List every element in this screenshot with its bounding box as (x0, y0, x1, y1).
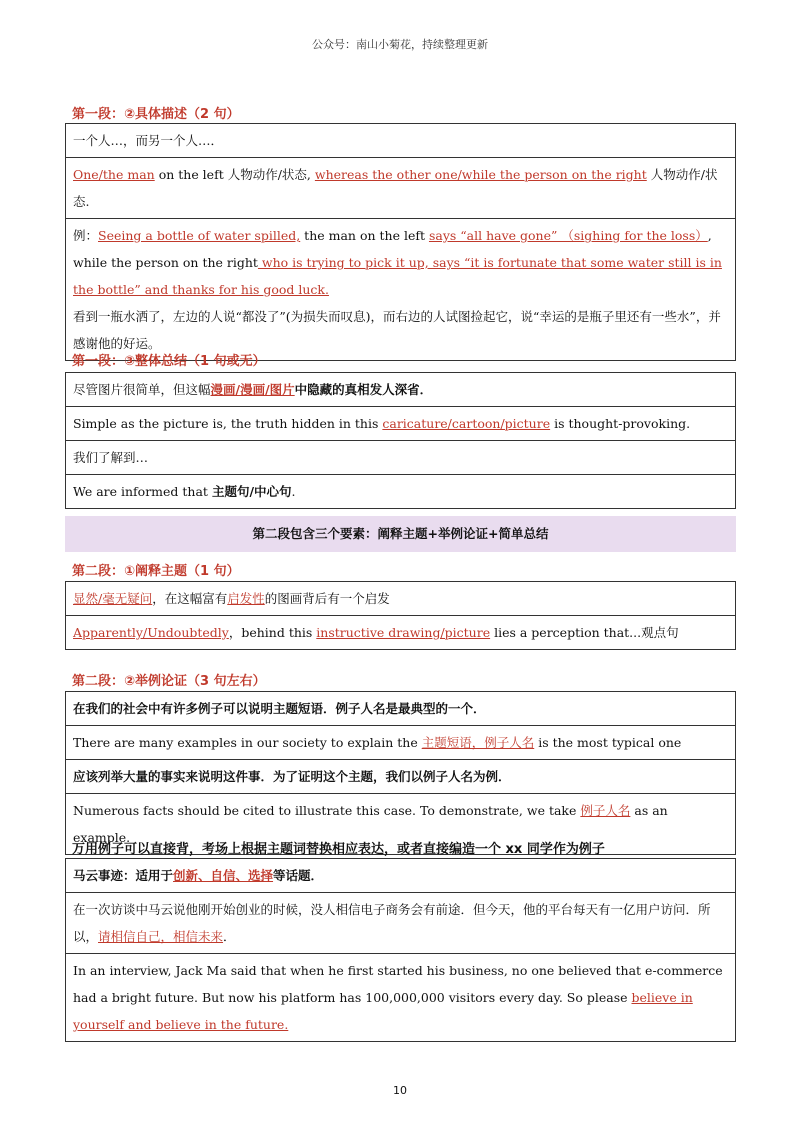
s1-row3-d: says “all have gone” （sighing for the loss） (428, 228, 708, 243)
s2-row1-b: 漫画/漫画/图片 (210, 382, 295, 397)
s3-row1-a: 显然/毫无疑问 (73, 591, 153, 606)
s5-row2 (66, 893, 736, 954)
s2-row1 (66, 373, 736, 407)
s4-row2 (66, 726, 736, 760)
s4-row3: 应该列举大量的事实来说明这件事．为了证明这个主题，我们以例子人名为例． (66, 760, 736, 794)
s3-row2-d: lies a perception that...观点句 (490, 625, 679, 640)
s5-row1-a: 马云事迹：适用于 (73, 868, 174, 883)
s1-row2-c: whereas the other one/while the person on the right (314, 167, 647, 182)
s4-row4-c: as an example. (73, 803, 668, 845)
s3-row2-a: Apparently/Undoubtedly (73, 625, 229, 640)
s5-row2-a: 在一次访谈中马云说他刚开始创业的时候，没人相信电子商务会有前途．但今天，他的平台每天有一亿用户访问．所以， (73, 902, 711, 944)
s5-row2-c: ． (223, 929, 236, 944)
s5-row1-b: 创新、自信、选择 (173, 868, 274, 883)
s2-row4-a: We are informed that (73, 484, 212, 499)
s4-row2-b: 主题短语，例子人名 (421, 735, 535, 750)
s2-row1-a: 尽管图片很简单，但这幅 (73, 382, 211, 397)
s2-row2 (66, 407, 736, 441)
s5-row3-b: believe in yourself and believe in the future. (73, 990, 693, 1032)
section-banner: 第二段包含三个要素：阐释主题+举例论证+简单总结 (65, 516, 736, 552)
section4-table (65, 691, 736, 855)
s5-row3-a: In an interview, Jack Ma said that when he first started his business, no one believed that e-commerce had a bright future. But now his platform has 100,000,000 visitors every day. So please (73, 963, 723, 1005)
s3-row1-b: ，在这幅富有 (152, 591, 228, 606)
s2-row4 (66, 475, 736, 509)
s4-row2-c: is the most typical one (534, 735, 682, 750)
section4-heading: 第二段：②举例论证（3 句左右） (72, 674, 266, 689)
s1-row1: 一个人…，而另一个人…． (66, 124, 736, 158)
s3-row1-c: 启发性 (227, 591, 265, 606)
s2-row2-c: is thought-provoking. (550, 416, 691, 431)
s4-row4-b: 例子人名 (580, 803, 631, 818)
s5-row1-c: 等话题． (273, 868, 324, 883)
s1-row3-g: 看到一瓶水洒了，左边的人说“都没了”(为损失而叹息)，而右边的人试图捡起它，说“幸运的是瓶子里还有一些水”，并感谢他的好运。 (73, 309, 721, 351)
s5-row3 (66, 954, 736, 1042)
s1-row3-c: the man on the left (300, 228, 429, 243)
s1-row2-a: One/the man (73, 167, 155, 182)
s4-row2-a: There are many examples in our society to explain the (73, 735, 422, 750)
s2-row4-b: 主题句/中心句 (211, 484, 292, 499)
page-header: 公众号：南山小菊花，持续整理更新 (312, 38, 488, 51)
section5-heading: 万用例子可以直接背，考场上根据主题词替换相应表达，或者直接编造一个 xx 同学作为例子 (72, 842, 605, 857)
s1-row2-d: 人物动作/状态. (73, 167, 718, 209)
s5-row2-b: 请相信自己，相信未来 (98, 929, 224, 944)
s2-row4-c: . (291, 484, 296, 499)
section1-table (65, 123, 736, 361)
s1-row3-f: who is trying to pick it up, says “it is fortunate that some water still is in the bottle” and thanks for his good luck. (73, 255, 722, 297)
s5-row1 (66, 859, 736, 893)
s2-row2-a: Simple as the picture is, the truth hidden in this (73, 416, 383, 431)
s4-row4-a: Numerous facts should be cited to illustrate this case. To demonstrate, we take (73, 803, 581, 818)
s3-row1 (66, 582, 736, 616)
section2-table (65, 372, 736, 509)
s2-row2-b: caricature/cartoon/picture (382, 416, 551, 431)
section3-table (65, 581, 736, 650)
s1-row3-a: 例： (73, 228, 99, 243)
s1-row2-b: on the left 人物动作/状态, (154, 167, 315, 182)
s2-row1-c: 中隐藏的真相发人深省． (294, 382, 433, 397)
s1-row3-b: Seeing a bottle of water spilled, (98, 228, 301, 243)
section5-table (65, 858, 736, 1042)
s2-row3: 我们了解到… (66, 441, 736, 475)
s1-row3 (66, 219, 736, 361)
s3-row2-c: instructive drawing/picture (316, 625, 491, 640)
s1-row2 (66, 158, 736, 219)
page-number: 10 (393, 1084, 407, 1097)
section3-heading: 第二段：①阐释主题（1 句） (72, 564, 240, 579)
s1-row3-e: , while the person on the right (73, 228, 712, 270)
s3-row1-d: 的图画背后有一个启发 (264, 591, 390, 606)
s3-row2 (66, 616, 736, 650)
s4-row1: 在我们的社会中有许多例子可以说明主题短语．例子人名是最典型的一个． (66, 692, 736, 726)
s3-row2-b: ，behind this (228, 625, 317, 640)
section2-heading: 第一段：③整体总结（1 句或无） (72, 354, 266, 369)
section1-heading: 第一段：②具体描述（2 句） (72, 107, 240, 122)
